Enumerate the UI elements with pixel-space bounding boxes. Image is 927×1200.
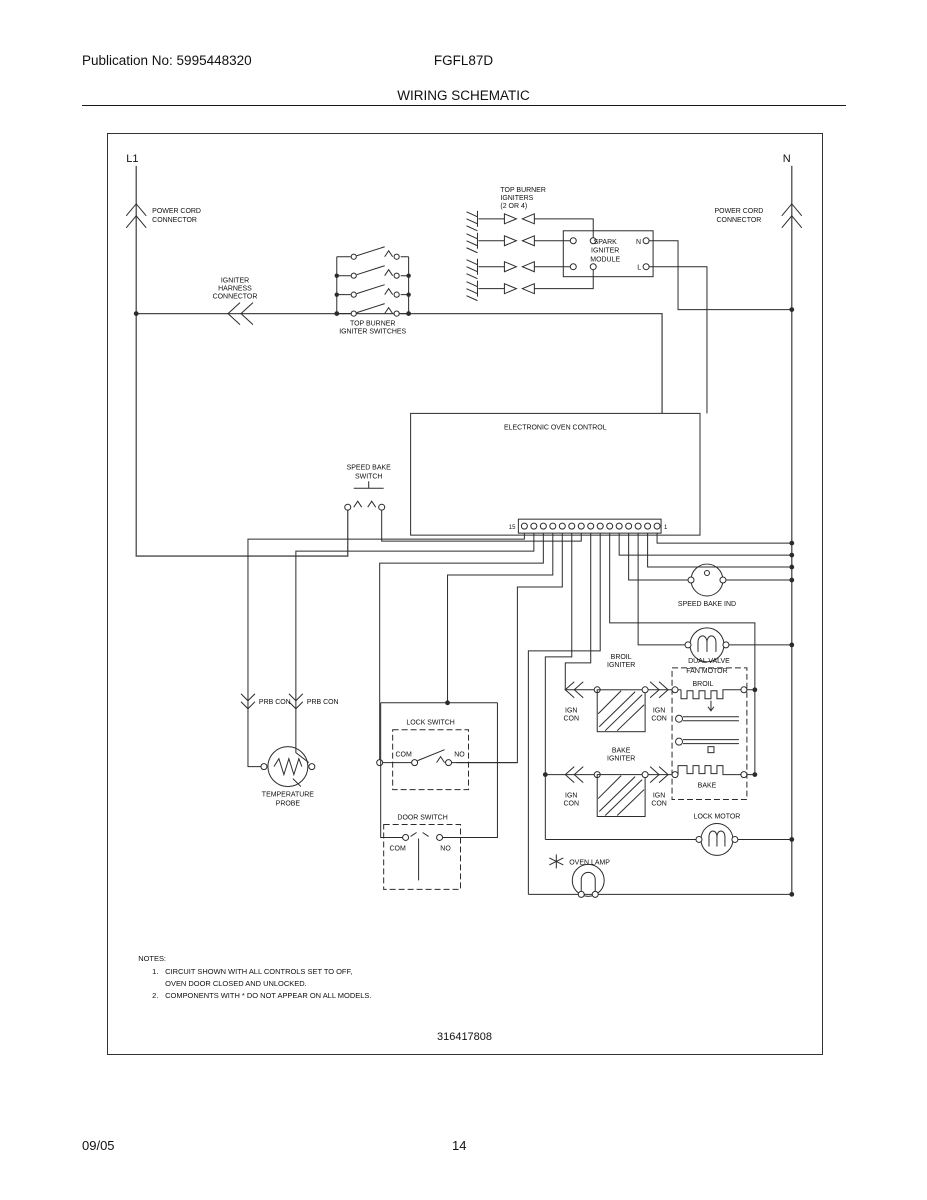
bake-ign-con-right-2: CON <box>651 800 667 808</box>
lock-no-label: NO <box>454 751 465 759</box>
pin15-label: 15 <box>508 525 516 532</box>
spark-module-wires <box>649 241 792 414</box>
model-number: FGFL87D <box>433 53 494 68</box>
footer-page-number: 14 <box>452 1138 467 1153</box>
eoc-label: ELECTRONIC OVEN CONTROL <box>503 424 607 432</box>
note-2-line-1: COMPONENTS WITH * DO NOT APPEAR ON ALL MODELS. <box>165 991 372 1001</box>
top-burner-igniters-label-2: IGNITERS <box>500 194 534 202</box>
bake-igniter-label-2: IGNITER <box>607 755 636 763</box>
l1-label: L1 <box>126 152 139 165</box>
bake-igniter-label-1: BAKE <box>611 747 631 755</box>
prb-con-right-label: PRB CON <box>306 698 339 706</box>
oven-lamp-asterisk-icon <box>549 854 563 868</box>
note-1-line-1: CIRCUIT SHOWN WITH ALL CONTROLS SET TO OFF, <box>165 967 353 977</box>
temperature-probe <box>261 747 315 787</box>
lock-com-label: COM <box>395 751 412 759</box>
speed-bake-switch <box>345 481 581 541</box>
top-burner-igniter-2 <box>466 233 570 253</box>
top-burner-igniter-4 <box>466 270 593 301</box>
dual-valve <box>672 668 755 800</box>
valve-broil-label: BROIL <box>692 680 714 688</box>
speed-bake-ind-label: SPEED BAKE IND <box>677 600 737 608</box>
top-burner-igniter-switches <box>337 247 409 316</box>
pin1-label: 1 <box>664 525 668 532</box>
spark-module-label-3: MODULE <box>590 256 621 264</box>
top-burner-switches-label-2: IGNITER SWITCHES <box>339 328 407 336</box>
power-cord-right-label-2: CONNECTOR <box>716 216 762 224</box>
valve-bake-label: BAKE <box>697 782 717 790</box>
power-cord-left-label-2: CONNECTOR <box>152 216 197 224</box>
lock-motor-label: LOCK MOTOR <box>693 813 741 821</box>
electronic-oven-control <box>411 413 700 535</box>
spark-module-label-1: SPARK <box>593 238 617 246</box>
door-switch <box>381 703 498 890</box>
top-burner-igniters-label-1: TOP BURNER <box>500 186 546 194</box>
lock-switch-label: LOCK SWITCH <box>406 719 455 727</box>
lock-switch <box>377 730 518 790</box>
igniter-harness-label-3: CONNECTOR <box>212 293 258 301</box>
speed-bake-switch-label-2: SWITCH <box>354 473 383 481</box>
oven-lamp-label: OVEN LAMP <box>569 859 610 867</box>
temp-probe-label-2: PROBE <box>275 800 301 808</box>
broil-ign-con-right-1: IGN <box>652 707 666 715</box>
note-1-line-2: OVEN DOOR CLOSED AND UNLOCKED. <box>165 979 307 989</box>
note-2-number: 2. <box>152 991 159 1001</box>
door-com-label: COM <box>389 845 406 853</box>
door-no-label: NO <box>440 845 451 853</box>
schematic-border <box>107 133 823 1055</box>
igniter-harness-label-2: HARNESS <box>218 285 252 293</box>
l1-rail <box>136 166 662 556</box>
part-number: 316417808 <box>437 1031 492 1044</box>
door-switch-label: DOOR SWITCH <box>397 814 448 822</box>
broil-ign-con-left-2: CON <box>563 715 580 723</box>
top-burner-igniters-label-3: (2 OR 4) <box>500 202 528 210</box>
junction-dots <box>134 273 794 896</box>
bake-ign-con-left-1: IGN <box>565 792 578 800</box>
page-title: WIRING SCHEMATIC <box>397 88 530 103</box>
dual-valve-label: DUAL VALVE <box>688 657 730 665</box>
spark-l-label: L <box>637 264 642 272</box>
power-cord-right-label-1: POWER CORD <box>714 207 764 215</box>
broil-igniter-label-1: BROIL <box>610 653 632 661</box>
power-cord-left-label-1: POWER CORD <box>152 207 201 215</box>
speed-bake-switch-label-1: SPEED BAKE <box>346 464 391 472</box>
spark-n-label: N <box>636 238 642 246</box>
top-burner-igniter-1 <box>466 211 593 238</box>
schematic-canvas <box>108 134 822 1052</box>
speed-bake-indicator <box>688 564 792 596</box>
n-label: N <box>782 152 791 165</box>
header-rule <box>82 105 846 106</box>
broil-ign-con-right-2: CON <box>651 715 667 723</box>
notes-heading: NOTES: <box>138 954 167 964</box>
top-burner-switches-label-1: TOP BURNER <box>349 320 396 328</box>
eoc-fanout-wires <box>248 533 792 894</box>
oven-lamp <box>528 864 791 897</box>
bake-ign-con-left-2: CON <box>563 800 580 808</box>
top-burner-igniter-3 <box>466 259 570 279</box>
broil-ign-con-left-1: IGN <box>565 707 578 715</box>
bake-ign-con-right-1: IGN <box>652 792 666 800</box>
fan-motor-label: FAN MOTOR <box>686 667 728 675</box>
note-1-number: 1. <box>152 967 159 977</box>
prb-con-left-label: PRB CON <box>258 698 291 706</box>
fan-motor <box>685 628 792 662</box>
publication-number: Publication No: 5995448320 <box>82 53 252 68</box>
temp-probe-label-1: TEMPERATURE <box>261 791 314 799</box>
igniter-harness-label-1: IGNITER <box>220 277 250 285</box>
broil-igniter-label-2: IGNITER <box>607 661 636 669</box>
spark-module-label-2: IGNITER <box>591 247 620 255</box>
footer-date: 09/05 <box>82 1138 115 1153</box>
lock-motor <box>545 823 791 855</box>
